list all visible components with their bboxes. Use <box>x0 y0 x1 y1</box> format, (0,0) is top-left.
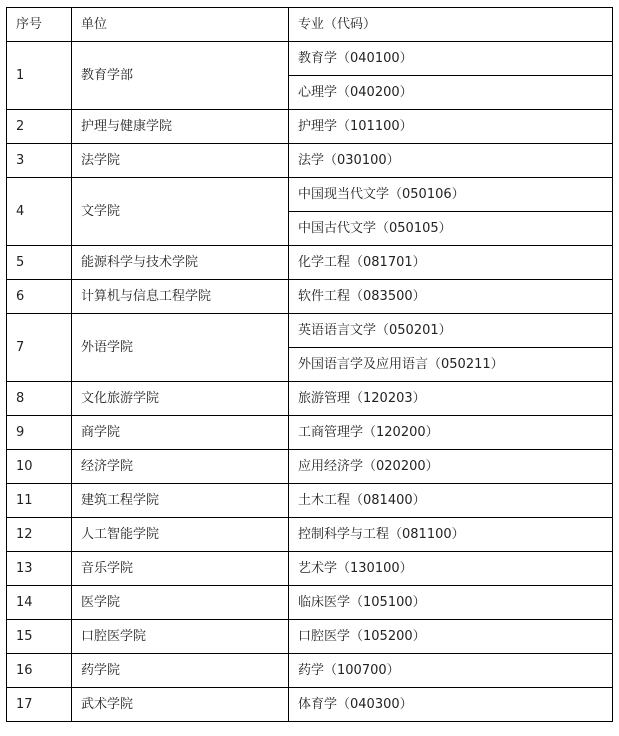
row-unit: 医学院 <box>72 586 289 620</box>
header-unit: 单位 <box>72 8 289 42</box>
table-row <box>7 382 613 416</box>
header-index: 序号 <box>7 8 72 42</box>
row-unit: 音乐学院 <box>72 552 289 586</box>
row-index: 9 <box>7 416 72 450</box>
row-index: 17 <box>7 688 72 722</box>
table-row <box>7 552 613 586</box>
row-unit: 教育学部 <box>72 42 289 110</box>
table-row <box>7 586 613 620</box>
row-unit: 能源科学与技术学院 <box>72 246 289 280</box>
row-index: 13 <box>7 552 72 586</box>
row-index: 6 <box>7 280 72 314</box>
table-row <box>7 620 613 654</box>
row-unit: 法学院 <box>72 144 289 178</box>
row-index: 1 <box>7 42 72 110</box>
row-major: 土木工程（081400） <box>289 484 613 518</box>
row-major: 工商管理学（120200） <box>289 416 613 450</box>
table-row <box>7 416 613 450</box>
row-unit: 计算机与信息工程学院 <box>72 280 289 314</box>
row-unit: 口腔医学院 <box>72 620 289 654</box>
row-major: 应用经济学（020200） <box>289 450 613 484</box>
table-row <box>7 484 613 518</box>
row-index: 8 <box>7 382 72 416</box>
row-major: 外国语言学及应用语言（050211） <box>289 348 613 382</box>
row-major: 法学（030100） <box>289 144 613 178</box>
row-index: 3 <box>7 144 72 178</box>
row-unit: 建筑工程学院 <box>72 484 289 518</box>
row-major: 心理学（040200） <box>289 76 613 110</box>
row-major: 化学工程（081701） <box>289 246 613 280</box>
row-major: 控制科学与工程（081100） <box>289 518 613 552</box>
table-row <box>7 42 613 76</box>
row-unit: 外语学院 <box>72 314 289 382</box>
table-row <box>7 450 613 484</box>
row-major: 药学（100700） <box>289 654 613 688</box>
row-index: 12 <box>7 518 72 552</box>
row-major: 软件工程（083500） <box>289 280 613 314</box>
table-row <box>7 314 613 348</box>
row-index: 15 <box>7 620 72 654</box>
row-major: 艺术学（130100） <box>289 552 613 586</box>
row-major: 体育学（040300） <box>289 688 613 722</box>
table-row <box>7 688 613 722</box>
header-major: 专业（代码） <box>289 8 613 42</box>
table-row <box>7 110 613 144</box>
table-row <box>7 280 613 314</box>
row-unit: 武术学院 <box>72 688 289 722</box>
row-index: 7 <box>7 314 72 382</box>
table-header-row <box>7 8 613 42</box>
table-row <box>7 144 613 178</box>
row-major: 临床医学（105100） <box>289 586 613 620</box>
table-row <box>7 654 613 688</box>
row-unit: 药学院 <box>72 654 289 688</box>
row-major: 中国古代文学（050105） <box>289 212 613 246</box>
row-major: 教育学（040100） <box>289 42 613 76</box>
row-index: 16 <box>7 654 72 688</box>
row-major: 口腔医学（105200） <box>289 620 613 654</box>
row-unit: 人工智能学院 <box>72 518 289 552</box>
majors-table-container <box>6 7 612 722</box>
row-index: 10 <box>7 450 72 484</box>
row-unit: 护理与健康学院 <box>72 110 289 144</box>
row-major: 旅游管理（120203） <box>289 382 613 416</box>
row-index: 14 <box>7 586 72 620</box>
table-row <box>7 246 613 280</box>
row-major: 英语语言文学（050201） <box>289 314 613 348</box>
row-unit: 文学院 <box>72 178 289 246</box>
majors-table <box>6 7 613 722</box>
row-index: 4 <box>7 178 72 246</box>
row-major: 护理学（101100） <box>289 110 613 144</box>
row-index: 5 <box>7 246 72 280</box>
table-row <box>7 518 613 552</box>
table-row <box>7 178 613 212</box>
row-unit: 商学院 <box>72 416 289 450</box>
row-index: 11 <box>7 484 72 518</box>
row-index: 2 <box>7 110 72 144</box>
row-unit: 文化旅游学院 <box>72 382 289 416</box>
row-unit: 经济学院 <box>72 450 289 484</box>
row-major: 中国现当代文学（050106） <box>289 178 613 212</box>
